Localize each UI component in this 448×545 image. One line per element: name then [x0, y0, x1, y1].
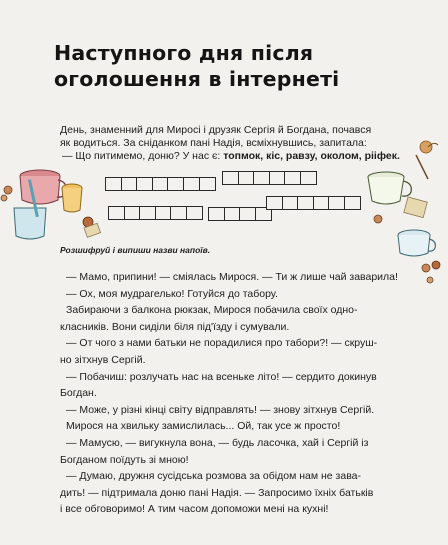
letter-cell[interactable] — [224, 207, 241, 221]
story-text — [60, 269, 428, 518]
story-line: Забираючи з балкона рюкзак, Мирося побачила своїх одно- — [66, 304, 358, 317]
letter-cell[interactable] — [167, 177, 184, 191]
story-line: — Мамусю, — вигукнула вона, — будь ласочка, хай і Сергій із — [66, 436, 369, 449]
letter-cell[interactable] — [155, 206, 172, 220]
story-line: — Мамо, припини! — сміялась Мирося. — Ти ж лише чай заварила! — [66, 271, 398, 283]
title-line-1: Наступного дня після — [54, 41, 314, 65]
story-line: класників. Вони сиділи біля під'їзду і сумували. — [60, 320, 290, 333]
letter-cell[interactable] — [284, 171, 301, 185]
cups-illustration-right — [356, 135, 446, 275]
intro-question: — Що питимемо, доню? У нас є: — [62, 150, 224, 162]
letter-cell[interactable] — [199, 177, 216, 191]
letter-cell[interactable] — [183, 177, 200, 191]
letter-cell[interactable] — [208, 207, 225, 221]
letter-cell[interactable] — [139, 206, 156, 220]
letter-cell[interactable] — [170, 206, 187, 220]
letter-cell[interactable] — [282, 196, 299, 210]
letter-cell[interactable] — [186, 206, 203, 220]
letter-cell[interactable] — [222, 171, 239, 185]
word-box-2[interactable] — [222, 171, 316, 185]
word-box-3[interactable] — [108, 206, 202, 220]
word-box-4[interactable] — [208, 207, 270, 221]
story-line: — Може, у різні кінці світу відправлять! — знову зітхнув Сергій. — [66, 403, 375, 416]
letter-cell[interactable] — [328, 196, 345, 210]
puzzle-instruction: Розшифруй і випиши назви напоїв. — [60, 245, 211, 255]
letter-cell[interactable] — [136, 177, 153, 191]
word-box-1[interactable] — [105, 177, 214, 191]
story-line: Мирося на хвильку замислилась... Ой, так усе ж просто! — [66, 420, 341, 433]
story-line: но зітхнув Сергій. — [60, 353, 146, 366]
letter-cell[interactable] — [108, 206, 125, 220]
letter-cell[interactable] — [105, 177, 122, 191]
word-box-5[interactable] — [266, 196, 360, 210]
story-line: — Думаю, дружня сусідська розмова за обідом нам не зава- — [66, 470, 361, 483]
story-line: — Побачиш: розлучать нас на всеньке літо! — сердито докинув — [66, 370, 377, 383]
letter-cell[interactable] — [313, 196, 330, 210]
letter-cell[interactable] — [297, 196, 314, 210]
cookie-icon — [418, 262, 438, 302]
page-title — [54, 40, 434, 92]
story-line: і все обговоримо! А тим часом допоможи мені на кухні! — [60, 503, 329, 516]
letter-cell[interactable] — [124, 206, 141, 220]
scrambled-drinks: топмок, кіс, равзу, околом, рііфек. — [223, 150, 400, 162]
letter-cell[interactable] — [152, 177, 169, 191]
story-line: дить! — підтримала доню пані Надія. — Запросимо їхніх батьків — [60, 486, 374, 499]
letter-cell[interactable] — [121, 177, 138, 191]
letter-cell[interactable] — [266, 196, 283, 210]
letter-cell[interactable] — [253, 171, 270, 185]
title-line-2: оголошення в інтернеті — [54, 67, 340, 91]
letter-cell[interactable] — [239, 207, 256, 221]
story-line: Богдан. — [60, 387, 97, 400]
intro-line-2: як водиться. За сніданком пані Надія, всміхнувшись, запитала: — [60, 137, 367, 149]
story-line: Богданом поїдуть зі мною! — [60, 453, 189, 466]
letter-cell[interactable] — [300, 171, 317, 185]
letter-cell[interactable] — [269, 171, 286, 185]
intro-line-1: День, знаменний для Миросі і друзяк Сергія й Богдана, почався — [60, 124, 372, 136]
story-line: — От чого з нами батьки не порадилися про табори?! — скруш- — [66, 337, 378, 350]
story-line: — Ох, моя мудрагелько! Готуйся до табору. — [66, 287, 278, 300]
letter-cell[interactable] — [238, 171, 255, 185]
